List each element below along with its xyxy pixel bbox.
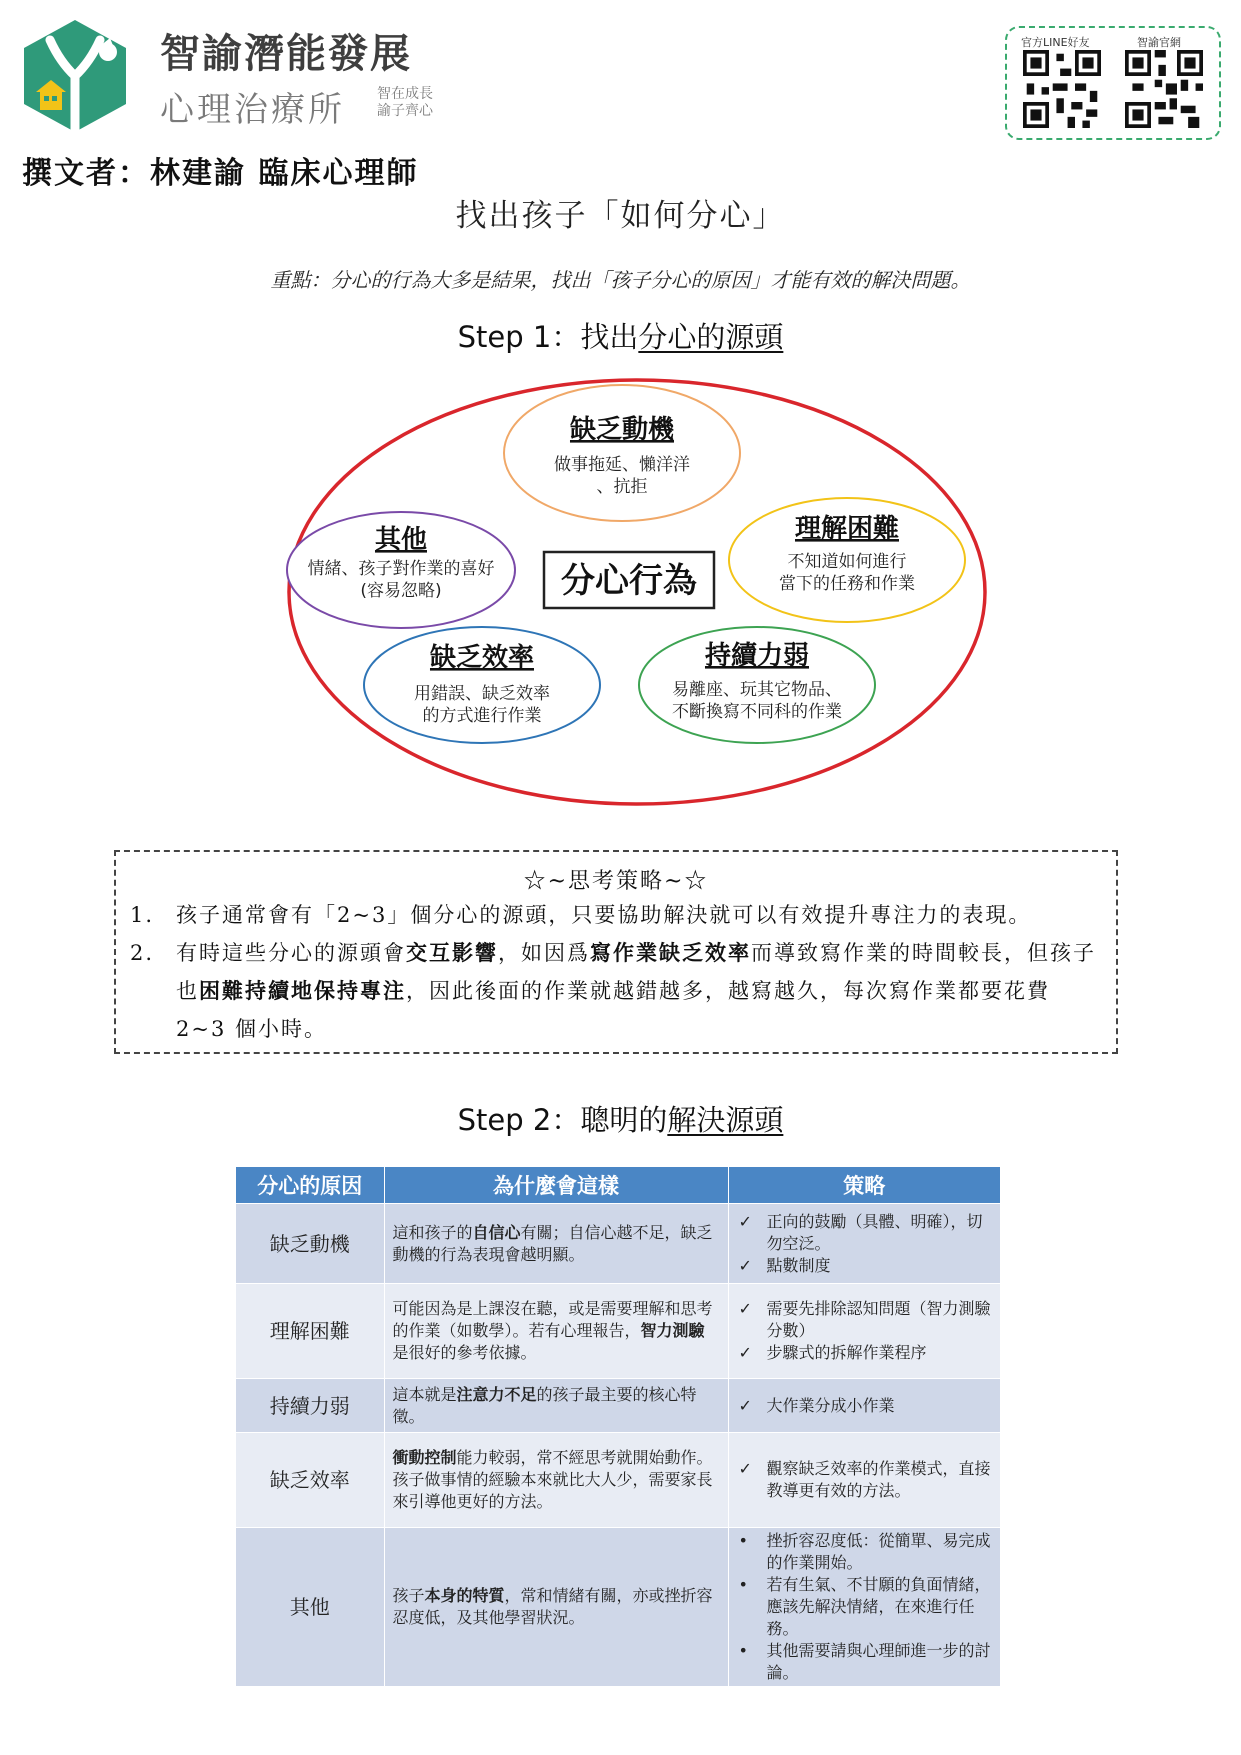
row-reason: 理解困難	[236, 1284, 384, 1379]
node-other	[287, 512, 515, 628]
row-why	[384, 1528, 728, 1687]
brand-name: 智諭潛能發展	[160, 31, 412, 77]
page-title: 找出孩子「如何分心」	[455, 198, 786, 234]
step2-heading	[0, 1098, 1241, 1139]
slogan-line-1: 智在成長	[377, 86, 433, 102]
slogan-line-2: 諭子齊心	[377, 103, 433, 119]
table-header-row	[236, 1167, 1000, 1204]
row-why	[384, 1379, 728, 1433]
row-strategy	[728, 1433, 1000, 1528]
solutions-table	[236, 1167, 1000, 1686]
node-lack-motivation	[504, 385, 740, 521]
node-understanding-desc-1: 不知道如何進行	[787, 552, 907, 572]
check-icon: ✓	[738, 1395, 752, 1415]
step1-prefix: Step 1：找出	[457, 320, 639, 354]
strategy-text: 其他需要請與心理師進一步的討論。	[766, 1641, 991, 1682]
step2-underlined: 解決源頭	[667, 1103, 784, 1137]
strategy-list-item	[739, 1530, 993, 1574]
node-persistence-title: 持續力弱	[704, 641, 810, 671]
why-text: 是很好的參考依據。	[392, 1343, 537, 1362]
node-lack-motivation-ellipse	[504, 385, 740, 521]
node-persistence-desc-2: 不斷換寫不同科的作業	[672, 702, 842, 722]
key-point: 重點：分心的行為大多是結果，找出「孩子分心的原因」才能有效的解決問題。	[270, 268, 971, 292]
node-understanding-desc-2: 當下的任務和作業	[779, 574, 915, 594]
row-reason: 其他	[236, 1528, 384, 1687]
strategy-list-item	[739, 1574, 993, 1640]
row-strategy	[728, 1284, 1000, 1379]
node-understanding-title: 理解困難	[794, 514, 900, 544]
table-row	[236, 1379, 1000, 1433]
why-text: 這和孩子的	[392, 1222, 473, 1242]
row-why	[384, 1433, 728, 1528]
author-line: 撰文者：林建諭 臨床心理師	[22, 156, 419, 191]
strategy-item-1	[130, 896, 1102, 934]
node-weak-persistence	[639, 627, 875, 743]
table-row	[236, 1433, 1000, 1528]
website-qr-code-icon[interactable]	[1125, 50, 1203, 128]
strategy-item-2-part-g: ，因此後面的作業就越錯越多，越寫越久，每次寫作業都要花費 2~3 個小時。	[176, 979, 1050, 1041]
qr-code-box	[1005, 26, 1221, 140]
step2-prefix: Step 2：聰明的	[457, 1103, 668, 1137]
table-row	[236, 1528, 1000, 1687]
node-other-desc-2: (容易忽略)	[360, 581, 442, 601]
strategy-item-2-number: 2.	[130, 941, 155, 965]
strategy-list-item	[739, 1458, 993, 1502]
strategy-item-2-text	[176, 934, 1102, 1048]
why-bold: 注意力不足	[456, 1384, 537, 1404]
why-bold: 本身的特質	[424, 1586, 505, 1605]
row-strategy	[728, 1379, 1000, 1433]
why-text: 孩子	[392, 1586, 425, 1605]
node-understanding-difficulty	[729, 498, 965, 622]
why-text: 這本就是	[392, 1384, 457, 1404]
row-why	[384, 1284, 728, 1379]
strategy-item-2	[130, 934, 1102, 1048]
row-reason: 缺乏動機	[236, 1204, 384, 1284]
strategy-list-item	[739, 1395, 993, 1417]
header-reason: 分心的原因	[236, 1167, 384, 1204]
strategy-item-2-part-e: 而導致寫作業的時間較長，但孩子也	[176, 941, 1096, 1003]
strategy-text: 若有生氣、不甘願的負面情緒，應該先解決情緒，在來進行任務。	[766, 1575, 991, 1638]
why-text: ，常和情緒有關，亦或挫折容忍度低，及其他學習狀況。	[392, 1586, 713, 1627]
strategy-list-item	[739, 1211, 993, 1255]
center-node	[544, 552, 714, 608]
strategy-text: 觀察缺乏效率的作業模式，直接教導更有效的方法。	[766, 1459, 991, 1500]
strategy-item-1-number: 1.	[130, 903, 155, 927]
distraction-sources-diagram	[282, 370, 992, 810]
node-efficiency-title: 缺乏效率	[429, 643, 535, 673]
why-text: 的孩子最主要的核心特徵。	[392, 1384, 697, 1426]
why-text: 可能因為是上課沒在聽，或是需要理解和思考的作業（如數學）。若有心理報告，	[392, 1299, 713, 1340]
node-lack-motivation-desc-1: 做事拖延、懶洋洋	[554, 455, 690, 475]
why-bold: 衝動控制	[392, 1448, 457, 1467]
bullet-icon: •	[738, 1531, 748, 1550]
why-bold: 智力測驗	[640, 1321, 705, 1340]
why-text: 有關；自信心越不足，缺乏動機的行為表現會越明顯。	[392, 1222, 713, 1264]
check-icon: ✓	[738, 1343, 752, 1362]
line-qr-code-icon[interactable]	[1023, 50, 1101, 128]
row-why	[384, 1204, 728, 1284]
strategy-text: 需要先排除認知問題（智力測驗分數）	[766, 1299, 991, 1340]
check-icon: ✓	[738, 1459, 752, 1478]
row-strategy	[728, 1528, 1000, 1687]
slogan	[377, 86, 433, 120]
node-lack-motivation-desc-2: 、抗拒	[596, 477, 648, 497]
brand-subtitle: 心理治療所	[160, 90, 345, 130]
table-row	[236, 1204, 1000, 1284]
strategy-text: 挫折容忍度低：從簡單、易完成的作業開始。	[766, 1531, 991, 1572]
row-reason: 持續力弱	[236, 1379, 384, 1433]
check-icon: ✓	[738, 1299, 752, 1318]
strategy-title: ☆~思考策略~☆	[523, 869, 709, 894]
strategy-text: 大作業分成小作業	[766, 1395, 895, 1415]
node-persistence-desc-1: 易離座、玩其它物品、	[672, 680, 842, 700]
strategy-item-2-bold-efficiency: 寫作業缺乏效率	[590, 940, 751, 965]
table-row	[236, 1284, 1000, 1379]
why-bold: 自信心	[472, 1222, 521, 1242]
strategy-list-item	[739, 1640, 993, 1684]
strategy-item-1-text: 孩子通常會有「2~3」個分心的源頭，只要協助解決就可以有效提升專注力的表現。	[176, 903, 1032, 927]
qr-site-caption: 智諭官網	[1137, 36, 1181, 49]
row-strategy	[728, 1204, 1000, 1284]
strategy-list-item	[739, 1342, 993, 1364]
clinic-logo	[20, 18, 130, 134]
bullet-icon: •	[738, 1575, 748, 1594]
node-efficiency-desc-2: 的方式進行作業	[422, 706, 542, 726]
why-text: 能力較弱，常不經思考就開始動作。孩子做事情的經驗本來就比大人少，需要家長來引導他更好的方法。	[392, 1448, 713, 1511]
strategy-text: 點數制度	[766, 1255, 831, 1275]
check-icon: ✓	[738, 1211, 752, 1231]
node-lack-motivation-title: 缺乏動機	[569, 415, 675, 445]
strategy-list-item	[739, 1298, 993, 1342]
strategy-text: 正向的鼓勵（具體、明確），切勿空泛。	[766, 1211, 983, 1253]
step1-heading	[0, 315, 1241, 356]
header-why: 為什麼會這樣	[384, 1167, 728, 1204]
check-icon: ✓	[738, 1255, 752, 1275]
row-reason: 缺乏效率	[236, 1433, 384, 1528]
node-other-title: 其他	[374, 525, 428, 555]
qr-line-caption: 官方LINE好友	[1021, 36, 1090, 49]
thinking-strategy-box	[114, 850, 1118, 1054]
strategy-item-2-part-a: 有時這些分心的源頭會	[176, 941, 406, 965]
step1-underlined: 分心的源頭	[638, 320, 784, 354]
strategy-list-item	[739, 1255, 993, 1277]
node-efficiency-desc-1: 用錯誤、缺乏效率	[414, 684, 550, 704]
node-other-desc-1: 情緒、孩子對作業的喜好	[307, 559, 495, 579]
strategy-item-2-bold-focus: 困難持續地保持專注	[199, 978, 406, 1003]
node-lack-efficiency	[364, 627, 600, 743]
strategy-text: 步驟式的拆解作業程序	[766, 1343, 927, 1362]
center-label: 分心行為	[561, 561, 697, 601]
bullet-icon: •	[738, 1641, 748, 1660]
strategy-item-2-bold-interaction: 交互影響	[406, 940, 498, 965]
strategy-item-2-part-c: ，如因爲	[498, 941, 590, 965]
header-strategy: 策略	[728, 1167, 1000, 1204]
